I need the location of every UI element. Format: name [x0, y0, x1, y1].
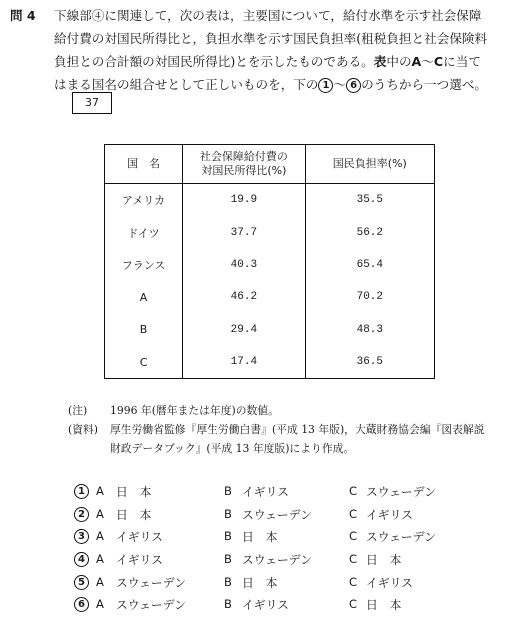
question-line-4: はまる国名の組合せとして正しいものを，下の 1 ～ 6 のうちから一つ選べ。	[54, 77, 487, 92]
choice-number-icon: 1	[74, 484, 89, 499]
table-row: A 46.2 70.2	[105, 281, 435, 313]
table-row: B 29.4 48.3	[105, 314, 435, 346]
header-country: 国 名	[105, 145, 183, 184]
question-line-3: 負担との合計額の対国民所得比)とを示したものである。表中のA～Cに当て	[54, 54, 481, 69]
header-national-burden: 国民負担率(%)	[305, 145, 434, 184]
question-line-1: 問 4 下線部④に関連して，次の表は，主要国について，給付水準を示す社会保障	[10, 4, 515, 27]
table-row: フランス 40.3 65.4	[105, 249, 435, 281]
table-header-row	[105, 145, 435, 184]
choice-number-icon: 3	[74, 529, 89, 544]
question-line-2: 給付費の対国民所得比と，負担水準を示す国民負担率(租税負担と社会保険料	[54, 31, 488, 46]
table-row: C 17.4 36.5	[105, 346, 435, 379]
data-table	[104, 144, 435, 379]
source-line: (資料) 厚生労働省監修『厚生労働白書』(平成 13 年版)，大蔵財務協会編『図表解説	[68, 423, 485, 436]
choice-number-icon: 1	[318, 78, 333, 93]
note-line: (注) 1996 年(暦年または年度)の数値。	[68, 404, 279, 417]
table-row: ドイツ 37.7 56.2	[105, 216, 435, 248]
choice-number-icon: 2	[74, 507, 89, 522]
source-line-continued: 財政データブック』(平成 13 年度版)により作成。	[110, 442, 355, 455]
question-text	[10, 4, 515, 96]
table-row: アメリカ 19.9 35.5	[105, 184, 435, 217]
answer-number-box: 37	[72, 92, 112, 114]
choice-number-icon: 5	[74, 575, 89, 590]
question-number: 問 4	[10, 8, 36, 23]
choice-number-icon: 4	[74, 552, 89, 567]
choice-number-icon: 6	[346, 78, 361, 93]
choice-number-icon: 6	[74, 597, 89, 612]
header-social-security: 社会保障給付費の 対国民所得比(%)	[183, 145, 305, 184]
table-notes	[68, 401, 485, 458]
